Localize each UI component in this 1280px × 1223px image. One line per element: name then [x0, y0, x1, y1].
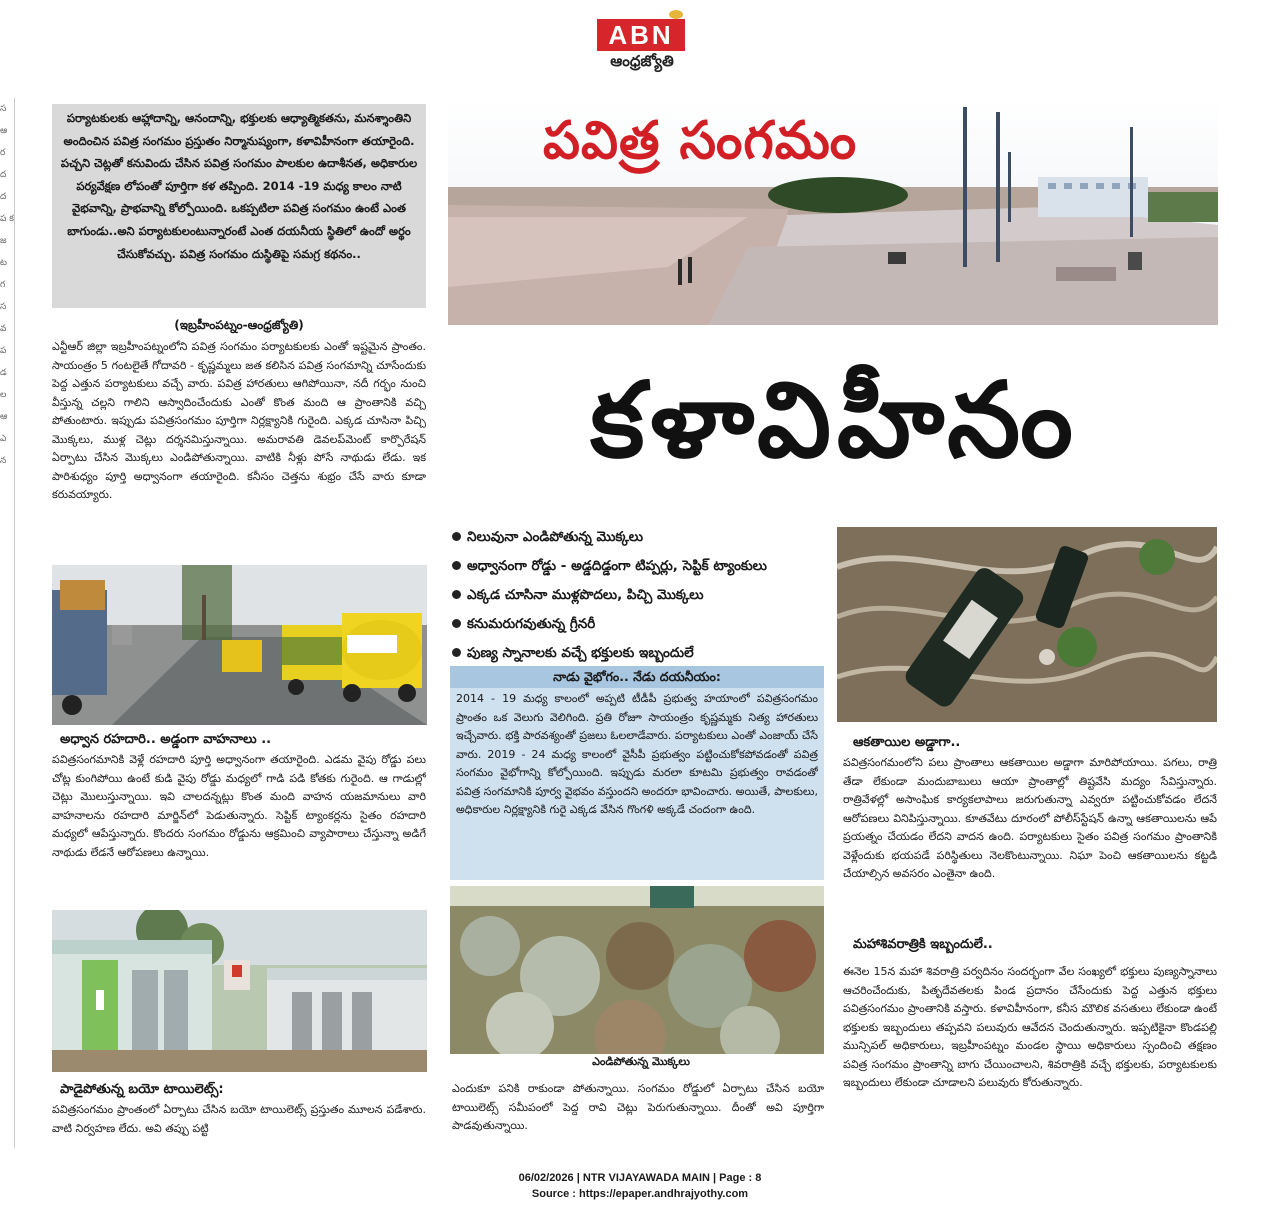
toilet-photo — [52, 910, 427, 1072]
bullet-icon — [452, 561, 461, 570]
dateline: (ఇబ్రహీంపట్నం-ఆంధ్రజ్యోతి) — [174, 318, 304, 332]
right-subhead-2: మహాశివరాత్రికి ఇబ్బందులే.. — [853, 937, 993, 952]
highlight-item: పుణ్య స్నానాలకు వచ్చే భక్తులకు ఇబ్బందులే — [452, 639, 832, 668]
bullet-icon — [452, 532, 461, 541]
liquor-bottles-photo — [837, 527, 1217, 722]
bullet-icon — [452, 590, 461, 599]
highlight-item: ఎక్కడ చూసినా ముళ్లపొదలు, పిచ్చి మొక్కలు — [452, 581, 832, 610]
kicker-title: పవిత్ర సంగమం — [543, 110, 858, 171]
road-photo — [52, 565, 427, 725]
toilet-subhead: పాడైపోతున్న బయో టాయిలెట్స్‌: — [60, 1082, 224, 1097]
brand-subtitle: ఆంధ్రజ్యోతి — [610, 52, 674, 70]
footer-source: Source : https://epaper.andhrajyothy.com — [531, 1188, 749, 1200]
intro-box: పర్యాటకులకు ఆహ్లాదాన్ని, ఆనందాన్ని, భక్తులకు ఆధ్యాత్మికతను, మనశ్శాంతిని అందించిన పవిత్ర సంగమం ప్రస్తుతం నిర్మానుష్యంగా, కళావిహీనంగా తయారైంది. పచ్చని చెట్లతో కనువిందు చేసిన పవిత్ర సంగమం పాలకుల ఉదాశీనత, అధికారుల పర్యవేక్షణ లోపంతో పూర్తిగా కళ తప్పింది. 2014 -19 మధ్య కాలం నాటి వైభవాన్ని, ప్రాభవాన్ని కోల్పోయింది. ఒకప్పటిలా పవిత్ర సంగమం ఉంటే ఎంత బాగుండు..అని పర్యాటకులంటున్నారంటే ఎంత దయనీయ స్థితిలో ఉందో అర్థం చేసుకోవచ్చు. పవిత్ర సంగమం దుస్థితిపై సమగ్ర కథనం.. — [52, 104, 426, 308]
right-story-1: పవిత్రసంగమంలోని పలు ప్రాంతాలు ఆకతాయిల అడ్డాగా మారిపోయాయి. పగలు, రాత్రి తేడా లేకుండా మందుబాబులు ఆయా ప్రాంతాల్లో తిష్టవేసి మద్యం సేవిస్తున్నారు. రాత్రివేళల్లో అసాంఘిక కార్యకలాపాలు జరుగుతున్నా ఎవ్వరూ పట్టించుకోవడం లేదనే ఆరోపణలు వినిపిస్తున్నాయి. కూతవేటు దూరంలో పోలీస్‌స్టేషన్‌ ఉన్నా ఆకతాయిలను ఆపే ప్రయత్నం చేయడం లేదని వాదన ఉంది. పర్యాటకులు సైతం పవిత్ర సంగమం ప్రాంతానికి వెళ్లేందుకు భయపడే పరిస్థితులు నెలకొంటున్నాయి. నిఘా పెంచి ఆకతాయిలను కట్టడి చేయాల్సిన అవసరం ఎంతైనా ఉంది. — [843, 756, 1217, 880]
road-subhead: అధ్వాన రహదారి.. అడ్డంగా వాహనాలు .. — [60, 732, 272, 747]
then-now-text: 2014 - 19 మధ్య కాలంలో అప్పటి టీడీపీ ప్రభుత్వ హయాంలో పవిత్రసంగమం ప్రాంతం ఒక వెలుగు వెలిగింది. ప్రతి రోజూ సాయంత్రం కృష్ణమ్మకు నిత్య హారతులు ఇచ్చేవారు. భక్తి పారవశ్యంతో ప్రజలు ఓలలాడేవారు. పర్యాటకులు ఎంతో ఎంజాయ్‌ చేసే వారు. 2019 - 24 మధ్య కాలంలో వైసీపీ ప్రభుత్వం పట్టించుకోకపోవడంతో పవిత్ర సంగమం వైభోగాన్ని కోల్పోయింది. ఇప్పుడు మరలా కూటమి ప్రభుత్వం రావడంతో పవిత్ర సంగమానికి పూర్వ వైభవం వస్తుందని అందరూ భావించారు. అయితే, పాలకులు, అధికారుల నిర్లక్ష్యానికి గురై ఎక్కడ వేసిన గొంగళి అక్కడే చందంగా ఉంది. — [456, 692, 818, 816]
highlights-list — [452, 523, 832, 668]
bullet-icon — [452, 648, 461, 657]
bullet-icon — [452, 619, 461, 628]
road-story: పవిత్రసంగమానికి వెళ్లే రహదారి పూర్తి అధ్వానంగా తయారైంది. ఎడమ వైపు రోడ్డు పలు చోట్ల కుంగిపోయి ఉంటే కుడి వైపు రోడ్డు మధ్యలో గాడి పడి కోతకు గురైంది. ఆ గాడుల్లో చెట్లు మొలుస్తున్నాయి. ఇవి చాలదన్నట్లు కొంత మంది వాహన యజమానులు వారి వాహనాలను రహదారి మార్జిన్‌లో పెడుతున్నారు. సెప్టిక్‌ ట్యాంకర్లను సైతం రహదారి మధ్యలో ఆపేస్తున్నారు. కొందరు సంగమం రోడ్డును ఆక్రమించి వ్యాపారాలు చేస్తున్నా అడిగే నాథుడు లేడనే ఆరోపణలు ఉన్నాయి. — [52, 753, 426, 859]
highlight-item: అధ్వానంగా రోడ్డు - అడ్డదిడ్డంగా టిప్పర్లు, సెప్టిక్‌ ట్యాంకులు — [452, 552, 832, 581]
logo-cup-icon — [669, 10, 683, 19]
right-subhead-1: ఆకతాయిల అడ్డాగా.. — [853, 735, 961, 750]
main-headline: కళావిహీనం — [590, 358, 1079, 481]
then-now-title: నాడు వైభోగం.. నేడు దయనీయం: — [450, 666, 824, 688]
brand-logo: ABN — [597, 19, 685, 51]
then-now-box — [450, 666, 824, 880]
plants-caption: ఎండిపోతున్న మొక్కలు — [592, 1055, 690, 1068]
right-story-2: ఈనెల 15న మహా శివరాత్రి పర్వదినం సందర్భంగా వేల సంఖ్యలో భక్తులు పుణ్యస్నానాలు ఆచరించేందుకు, పితృదేవతలకు పిండ ప్రదానం చేసేందుకు పెద్ద ఎత్తున భక్తులు పవిత్రసంగమం ప్రాంతానికి వస్తారు. కళావిహీనంగా, కనీస మౌలిక వసతులు లేకుండా ఉంటే భక్తులకు ఇబ్బందులు తప్పవని పలువురు ఆవేదన చెందుతున్నారు. ఇప్పటికైనా కొండపల్లి మున్సిపల్‌ అధికారులు, ఇబ్రహీంపట్నం మండల స్థాయి అధికారులు స్పందించి తక్షణం పవిత్ర సంగమం ప్రాంతాన్ని బాగు చేయించాలని, శివరాత్రికి వచ్చే భక్తులకు, పర్యాటకులకు ఇబ్బందులు లేకుండా చూడాలని పలువురు కోరుతున్నారు. — [843, 965, 1217, 1089]
highlight-item: కనుమరుగవుతున్న గ్రీనరీ — [452, 610, 832, 639]
highlight-item: నిలువునా ఎండిపోతున్న మొక్కలు — [452, 523, 832, 552]
dry-plants-photo — [450, 886, 824, 1054]
page-footer — [0, 1170, 1280, 1202]
toilet-story: పవిత్రసంగమం ప్రాంతంలో ఏర్పాటు చేసిన బయో టాయిలెట్స్‌ ప్రస్తుతం మూలన పడేశారు. వాటి నిర్వహణ లేదు. అవి తప్పు పట్టి — [52, 1103, 426, 1135]
lead-story: ఎన్టీఆర్‌ జిల్లా ఇబ్రహీంపట్నంలోని పవిత్ర సంగమం పర్యాటకులకు ఎంతో ఇష్టమైన ప్రాంతం. సాయంత్రం 5 గంటలైతే గోదావరి - కృష్ణమ్మలు జత కలిసిన పవిత్ర సంగమాన్ని చూసేందుకు పెద్ద ఎత్తున పర్యాటకులు వచ్చే వారు. పవిత్ర హారతులు ఆగిపోయినా, నదీ గర్భం నుంచి వీస్తున్న చల్లని గాలిని ఆస్వాదించేందుకు ఎంతో కొంత మంది ఆ ప్రాంతానికి వచ్చి పోతుంటారు. ఇప్పుడు పవిత్రసంగమం పూర్తిగా నిర్లక్ష్యానికి గురైంది. ఎక్కడ చూసినా పిచ్చి మొక్కలు, ముళ్ల చెట్లు దర్శనమిస్తున్నాయి. అమరావతి డెవలప్‌మెంట్‌ కార్పొరేషన్‌ ఏర్పాటు చేసిన మొక్కలు ఎండిపోతున్నాయి. వాటికి నీళ్లు పోసే నాథుడు లేడు. ఇక పారిశుధ్యం పూర్తి అధ్వానంగా తయారైంది. కనీసం చెత్తను శుభ్రం చేసే వారు కూడా కరువయ్యారు. — [52, 340, 426, 501]
footer-edition: 06/02/2026 | NTR VIJAYAWADA MAIN | Page : 8 — [518, 1172, 762, 1184]
adjacent-page-strip: స ఆ ర ద ద ప క జ ట గ స వ ప డ ల ఆ ఎ న — [0, 98, 15, 1148]
plants-story: ఎందుకూ పనికి రాకుండా పోతున్నాయి. సంగమం రోడ్డులో ఏర్పాటు చేసిన బయో టాయిలెట్స్‌ సమీపంలో పెద్ద రావి చెట్లు పెరుగుతున్నాయి. దీంతో అవి పూర్తిగా పాడవుతున్నాయి. — [452, 1082, 824, 1132]
